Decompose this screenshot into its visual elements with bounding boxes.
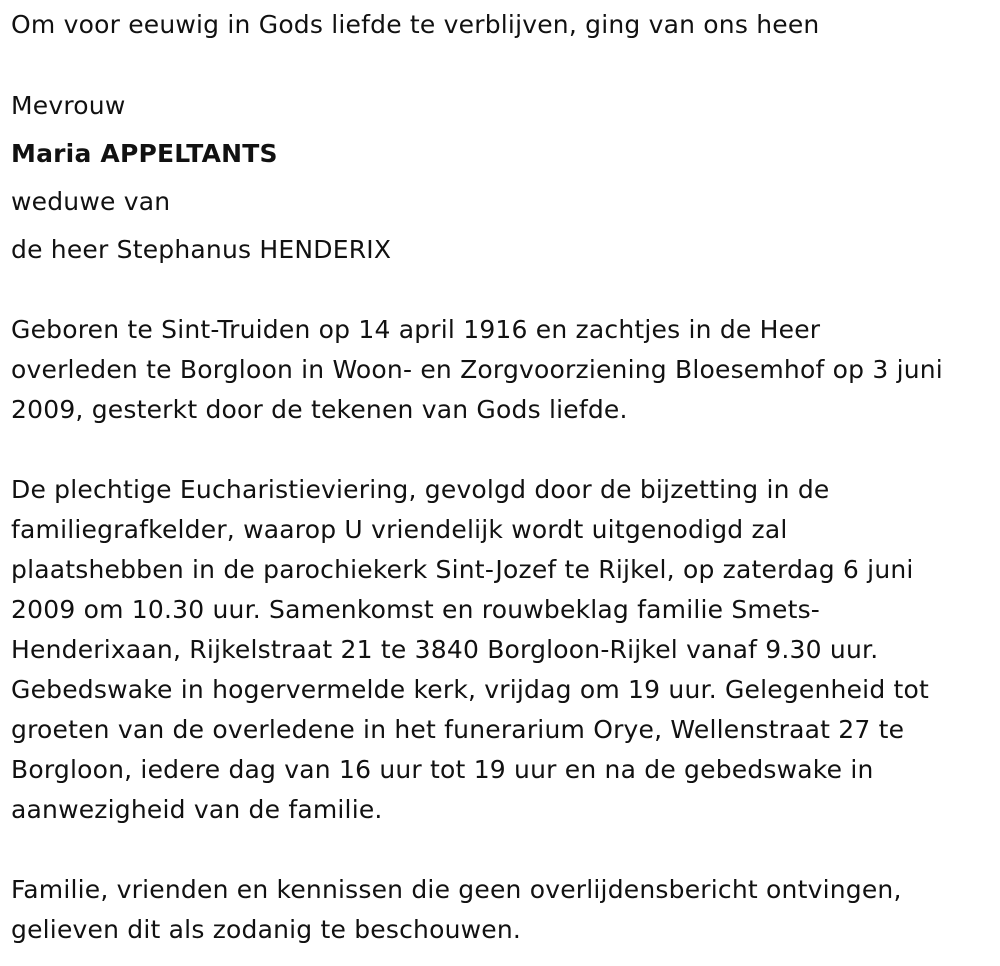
ceremony-line: groeten van de overledene in het funerarium Orye, Wellenstraat 27 te (11, 715, 905, 744)
ceremony-line: De plechtige Eucharistieviering, gevolgd door de bijzetting in de (11, 475, 830, 504)
relation-text: weduwe van (11, 187, 171, 216)
ceremony-line: aanwezigheid van de familie. (11, 795, 383, 824)
spouse-name: de heer Stephanus HENDERIX (11, 235, 392, 264)
closing-line: gelieven dit als zodanig te beschouwen. (11, 915, 522, 944)
ceremony-line: familiegrafkelder, waarop U vriendelijk wordt uitgenodigd zal (11, 515, 788, 544)
deceased-name: Maria APPELTANTS (11, 139, 278, 168)
ceremony-line: 2009 om 10.30 uur. Samenkomst en rouwbeklag familie Smets- (11, 595, 821, 624)
closing-line: Familie, vrienden en kennissen die geen overlijdensbericht ontvingen, (11, 875, 902, 904)
ceremony-line: Gebedswake in hogervermelde kerk, vrijdag om 19 uur. Gelegenheid tot (11, 675, 930, 704)
salutation: Mevrouw (11, 91, 126, 120)
ceremony-line: plaatshebben in de parochiekerk Sint-Jozef te Rijkel, op zaterdag 6 juni (11, 555, 914, 584)
ceremony-line: Henderixaan, Rijkelstraat 21 te 3840 Borgloon-Rijkel vanaf 9.30 uur. (11, 635, 879, 664)
birth-death-line: Geboren te Sint-Truiden op 14 april 1916 en zachtjes in de Heer (11, 315, 821, 344)
ceremony-line: Borgloon, iedere dag van 16 uur tot 19 uur en na de gebedswake in (11, 755, 874, 784)
birth-death-line: overleden te Borgloon in Woon- en Zorgvoorziening Bloesemhof op 3 juni (11, 355, 943, 384)
intro-text: Om voor eeuwig in Gods liefde te verblijven, ging van ons heen (11, 10, 820, 39)
birth-death-line: 2009, gesterkt door de tekenen van Gods liefde. (11, 395, 628, 424)
